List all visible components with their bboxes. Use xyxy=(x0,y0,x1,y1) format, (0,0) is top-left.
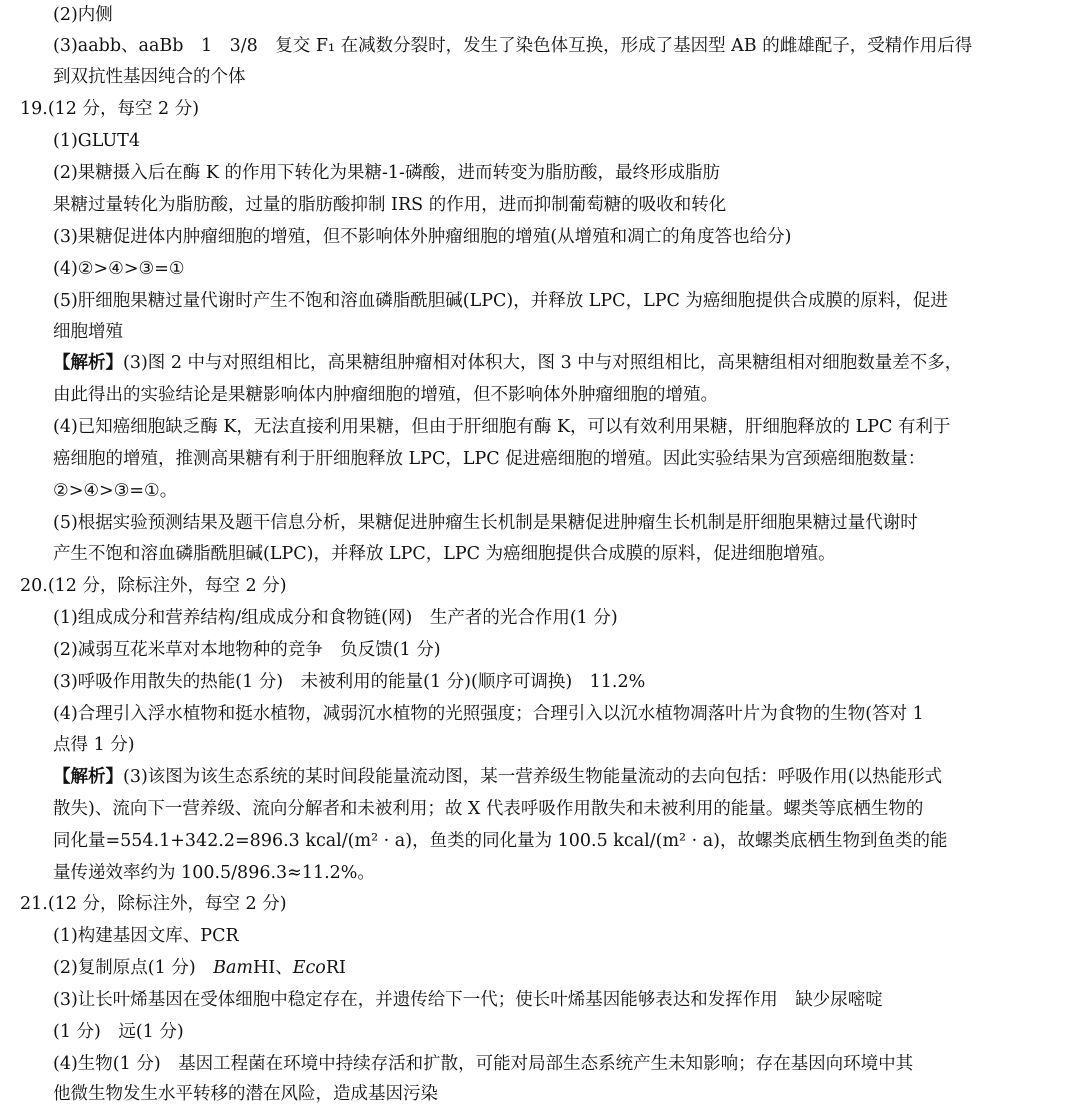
analysis-text: (3)图 2 中与对照组相比，高果糖组肿瘤相对体积大，图 3 中与对照组相比，高果糖组相对细胞数量差不多， xyxy=(123,353,963,373)
text-line: (4)②>④>③=① xyxy=(53,259,185,279)
text-line: (2)果糖摄入后在酶 K 的作用下转化为果糖-1-磷酸，进而转变为脂肪酸，最终形成脂肪 xyxy=(53,163,720,183)
text-line: (4)生物(1 分) 基因工程菌在环境中持续存活和扩散，可能对局部生态系统产生未知影响；存在基因向环境中其 xyxy=(53,1054,914,1074)
text-line: (2)减弱互花米草对本地物种的竞争 负反馈(1 分) xyxy=(53,640,441,660)
ecori-italic: Eco xyxy=(292,958,326,978)
text-line: (2)内侧 xyxy=(53,5,113,25)
ecori-rest: RⅠ xyxy=(325,958,346,978)
analysis-label: 【解析】 xyxy=(53,353,123,373)
text-line xyxy=(0,953,1060,984)
text-line: 细胞增殖 xyxy=(53,322,123,342)
text-line: (3)呼吸作用散失的热能(1 分) 未被利用的能量(1 分)(顺序可调换) 11.2% xyxy=(53,672,646,692)
text-line: (3)果糖促进体内肿瘤细胞的增殖，但不影响体外肿瘤细胞的增殖(从增殖和凋亡的角度答也给分) xyxy=(53,227,792,247)
analysis-label: 【解析】 xyxy=(53,767,123,787)
text-line: 产生不饱和溶血磷脂酰胆碱(LPC)，并释放 LPC，LPC 为癌细胞提供合成膜的原料，促进细胞增殖。 xyxy=(53,544,836,564)
analysis-line xyxy=(0,348,1060,379)
text-line: 同化量=554.1+342.2=896.3 kcal/(m² · a)，鱼类的同化量为 100.5 kcal/(m² · a)，故螺类底栖生物到鱼类的能 xyxy=(53,831,948,851)
text-line: (4)已知癌细胞缺乏酶 K，无法直接利用果糖，但由于肝细胞有酶 K，可以有效利用果糖，肝细胞释放的 LPC 有利于 xyxy=(53,417,951,437)
text-line: (5)肝细胞果糖过量代谢时产生不饱和溶血磷脂酰胆碱(LPC)，并释放 LPC，LPC 为癌细胞提供合成膜的原料，促进 xyxy=(53,291,948,311)
question-heading: 19.(12 分，每空 2 分) xyxy=(20,99,200,119)
text-line: (3)aabb、aaBb 1 3/8 复交 F₁ 在减数分裂时，发生了染色体互换，形成了基因型 AB 的雌雄配子，受精作用后得 xyxy=(53,36,973,56)
text-line: 散失)、流向下一营养级、流向分解者和未被利用；故 X 代表呼吸作用散失和未被利用的能量。螺类等底栖生物的 xyxy=(53,799,924,819)
text-line: 他微生物发生水平转移的潜在风险，造成基因污染 xyxy=(53,1084,438,1104)
question-heading: 21.(12 分，除标注外，每空 2 分) xyxy=(20,894,287,914)
text-line: (1)构建基因文库、PCR xyxy=(53,926,239,946)
text-line: (4)合理引入浮水植物和挺水植物，减弱沉水植物的光照强度；合理引入以沉水植物凋落叶片为食物的生物(答对 1 xyxy=(53,704,924,724)
bamhi-italic: Bam xyxy=(213,958,254,978)
text-line: (1 分) 远(1 分) xyxy=(53,1022,184,1042)
text-line: (3)让长叶烯基因在受体细胞中稳定存在，并遗传给下一代；使长叶烯基因能够表达和发挥作用 缺少尿嘧啶 xyxy=(53,990,883,1010)
text-line: ②>④>③=①。 xyxy=(53,481,178,501)
text-line: 果糖过量转化为脂肪酸，过量的脂肪酸抑制 IRS 的作用，进而抑制葡萄糖的吸收和转化 xyxy=(53,195,727,215)
text-line: (1)组成成分和营养结构/组成成分和食物链(网) 生产者的光合作用(1 分) xyxy=(53,608,618,628)
text-line: 点得 1 分) xyxy=(53,735,135,755)
text-line: 由此得出的实验结论是果糖影响体内肿瘤细胞的增殖，但不影响体外肿瘤细胞的增殖。 xyxy=(53,385,718,405)
text-line: 量传递效率约为 100.5/896.3≈11.2%。 xyxy=(53,863,375,883)
text-line: 癌细胞的增殖，推测高果糖有利于肝细胞释放 LPC，LPC 促进癌细胞的增殖。因此实验结果为宫颈癌细胞数量： xyxy=(53,449,926,469)
bamhi-rest: HⅠ、 xyxy=(253,958,293,978)
analysis-text: (3)该图为该生态系统的某时间段能量流动图，某一营养级生物能量流动的去向包括：呼吸作用(以热能形式 xyxy=(123,767,943,787)
analysis-line xyxy=(0,762,1060,793)
text-line: 到双抗性基因纯合的个体 xyxy=(53,67,246,87)
text-line: (1)GLUT4 xyxy=(53,131,140,151)
text-line: (5)根据实验预测结果及题干信息分析，果糖促进肿瘤生长机制是果糖促进肿瘤生长机制是肝细胞果糖过量代谢时 xyxy=(53,513,918,533)
q21-2-prefix: (2)复制原点(1 分) xyxy=(53,958,214,978)
question-heading: 20.(12 分，除标注外，每空 2 分) xyxy=(20,576,287,596)
